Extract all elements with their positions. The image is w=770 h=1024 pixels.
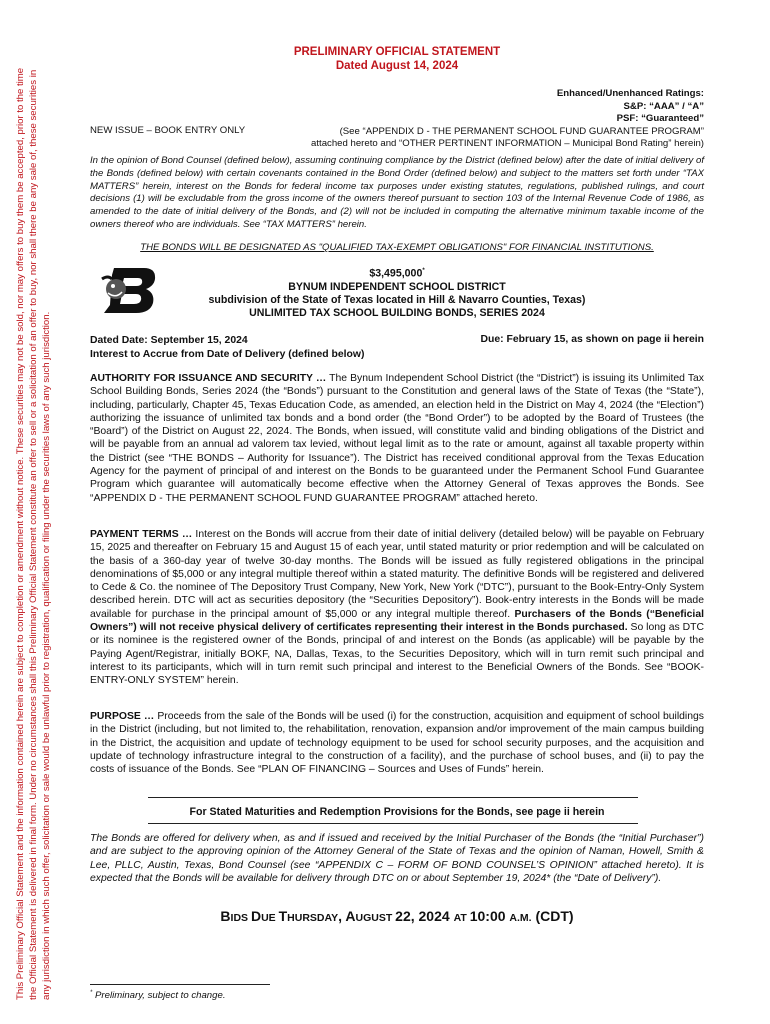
qualified-designation: THE BONDS WILL BE DESIGNATED AS "QUALIFIED TAX-EXEMPT OBLIGATIONS" FOR FINANCIAL INSTITUTIONS. [140, 242, 654, 253]
footnote [90, 990, 225, 1001]
bids-part: A.M. [509, 912, 532, 924]
bids-part: AT [453, 912, 470, 924]
authority-text: The Bynum Independent School District (the “District”) is issuing its Unlimited Tax School Building Bonds, Series 2024 (the “Bonds”) pursuant to the Constitution and general laws of the State of Texas (the “State”), including, particularly, Chapter 45, Texas Education Code, as amended, an election held in the District on May 4, 2024 (the “Election”) authorizing the issuance of unlimited tax bonds and a bond order (the “Bond Order”) to be adopted by the Board of Trustees (the “Board”) of the District on August 22, 2024. The Bonds, when issued, will constitute valid and binding obligations of the District and will be payable from an annual ad valorem tax levied, without legal limit as to the rate or amount, against all taxable property within the District (see “THE BONDS – Authority for Issuance”). The District has received conditional approval from the Texas Education Agency for the payment of principal of and interest on the Bonds to be guaranteed under the Permanent School Fund Guarantee Program which guarantee will automatically become effective when the Attorney General of Texas approves the Bonds. See “APPENDIX D - THE PERMANENT SCHOOL FUND GUARANTEE PROGRAM” attached hereto. [90, 373, 704, 504]
maturities-note: For Stated Maturities and Redemption Provisions for the Bonds, see page ii herein [189, 806, 605, 818]
payment-terms-heading: PAYMENT TERMS … [90, 529, 193, 540]
authority-heading: AUTHORITY FOR ISSUANCE AND SECURITY … [90, 373, 327, 384]
bids-part: UE [261, 912, 279, 924]
bids-part: , A [338, 908, 356, 924]
issue-amount-line [90, 265, 704, 281]
payment-terms-section [90, 528, 704, 688]
footnote-text: Preliminary, subject to change. [95, 990, 226, 1002]
issue-block [90, 265, 704, 320]
payment-terms-bold-notice: Purchasers of the Bonds (“Beneficial Owners”) will not receive physical delivery of certificates representing their interest in the Bonds purchased. [90, 608, 704, 634]
bids-due-line [90, 908, 704, 924]
interest-accrual: Interest to Accrue from Date of Delivery (defined below) [90, 348, 365, 360]
issue-amount-footnote-mark: * [422, 268, 425, 274]
payment-terms-text-cont: So long as DTC or its nominee is the registered owner of the Bonds, principal of and interest on the Bonds (as applicable) will be payable by the Paying Agent/Registrar, initially BOKF, NA, Dallas, Texas, to the Securities Depository, which will in turn remit such principal and interest to its participants, which will in turn remit such principal and interest to the Beneficial Owners of the Bonds. See “BOOK-ENTRY-ONLY SYSTEM” herein. [90, 622, 704, 687]
district-name: BYNUM INDEPENDENT SCHOOL DISTRICT [288, 280, 506, 293]
authority-section [90, 372, 704, 505]
purpose-text: Proceeds from the sale of the Bonds will be used (i) for the construction, acquisition and equipment of school buildings in the District (including, but not limited to, the rehabilitation, renovation, expansion and/or improvement of the main campus building in the District, the acquisition and update of technology equipment to be used for school security purposes, and the acquisition and update of technology infrastructure integral to the construction of a facility), and the purchase of school buses, and (ii) to pay the costs of issuance of the Bonds. See “PLAN OF FINANCING – Sources and Uses of Funds” herein. [90, 711, 704, 776]
offering-statement: The Bonds are offered for delivery when, as and if issued and received by the Initial Purchaser of the Bonds (the “Initial Purchaser”) and are subject to the approving opinion of the Attorney General of the State of Texas and the opinion of Naman, Howell, Smith & Lee, PLLC, Austin, Texas, Bond Counsel (see “APPENDIX C – FORM OF BOND COUNSEL’S OPINION” attached hereto). It is expected that the Bonds will be available for delivery through DTC on or about September 19, 2024* (the “Date of Delivery”). [90, 833, 704, 884]
ratings-see-other: attached hereto and “OTHER PERTINENT INFORMATION – Municipal Bond Rating” herein) [311, 138, 704, 149]
footnote-rule [90, 984, 270, 985]
ratings-heading: Enhanced/Unenhanced Ratings: [556, 88, 704, 99]
purpose-heading: PURPOSE … [90, 711, 155, 722]
bond-series: UNLIMITED TAX SCHOOL BUILDING BONDS, SERIES 2024 [249, 306, 545, 319]
tax-opinion: In the opinion of Bond Counsel (defined below), assuming continuing compliance by the District (defined below) after the date of initial delivery of the Bonds (defined below) with certain covenants contained in the Bond Order (defined below) and subject to the matters set forth under “TAX MATTERS” herein, interest on the Bonds for federal income tax purposes under existing statutes, regulations, published rulings, and court decisions (1) will be excludable from the gross income of the owners thereof pursuant to section 103 of the Internal Revenue Code of 1986, as amended to the date of initial delivery of the Bonds, and (2) will not be included in computing the alternative minimum taxable income of the owners thereof who are individuals. See “TAX MATTERS” herein. [90, 155, 704, 230]
divider-bottom [148, 823, 638, 824]
bids-part: T [278, 908, 288, 924]
side-notice-container [14, 60, 80, 1000]
due-date: Due: February 15, as shown on page ii herein [480, 334, 704, 345]
bids-part: HURSDAY [287, 912, 339, 924]
ratings-psf: PSF: “Guaranteed” [616, 113, 704, 124]
dates-left [90, 334, 364, 361]
bids-part: UGUST [355, 912, 396, 924]
payment-terms-text: Interest on the Bonds will accrue from their date of initial delivery (detailed below) will be payable on February 15, 2025 and thereafter on February 15 and August 15 of each year, until stated maturity or prior redemption and will be calculated on the basis of a 360-day year of twelve 30-day months. The Bonds will be issued as fully registered obligations in the principal denominations of $5,000 or any integral multiple thereof within a stated maturity. The definitive Bonds will be registered and delivered to Cede & Co. the nominee of The Depository Trust Company, New York, New York (“DTC”), pursuant to the Book-Entry-Only System described herein. DTC will act as securities depository (the “Securities Depository”). Book-entry interests in the Bonds will be made available for purchase in the principal amount of $5,000 or any integral multiple thereof. [90, 529, 705, 620]
bids-part: (CDT) [531, 908, 574, 924]
new-issue-label: NEW ISSUE – BOOK ENTRY ONLY [90, 125, 246, 136]
bids-part: IDS [230, 912, 251, 924]
document-title: PRELIMINARY OFFICIAL STATEMENT [293, 46, 501, 58]
ratings-see-appendix: (See “APPENDIX D - THE PERMANENT SCHOOL FUND GUARANTEE PROGRAM” [339, 125, 704, 137]
document-date: Dated August 14, 2024 [335, 60, 459, 72]
bids-part: B [220, 908, 231, 924]
purpose-section [90, 710, 704, 776]
side-notice: This Preliminary Official Statement and the information contained herein are subject to completion or amendment without notice. These securities may not be sold, nor may offers to buy them be accepted, prior to the time the Official Statement is delivered in final form. Under no circumstances shall this Preliminary Official Statement constitute an offer to sell or a solicitation of an offer to buy, nor shall there be any sale of, these securities in any jurisdiction in which such offer, solicitation or sale would be unlawful prior to registration, qualification or filing under the securities laws of any such jurisdiction. [15, 67, 52, 1000]
footnote-mark: * [90, 990, 93, 996]
ratings-block [90, 88, 704, 151]
bids-part: 10:00 [469, 908, 510, 924]
ratings-sp: S&P: “AAA” / “A” [623, 100, 704, 112]
divider-top [148, 797, 638, 798]
bids-part: D [250, 908, 262, 924]
issue-amount: $3,495,000 [369, 267, 423, 280]
bids-part: 22, 2024 [395, 908, 454, 924]
district-subdivision: subdivision of the State of Texas located in Hill & Navarro Counties, Texas) [208, 293, 586, 306]
dated-date: Dated Date: September 15, 2024 [90, 335, 248, 346]
